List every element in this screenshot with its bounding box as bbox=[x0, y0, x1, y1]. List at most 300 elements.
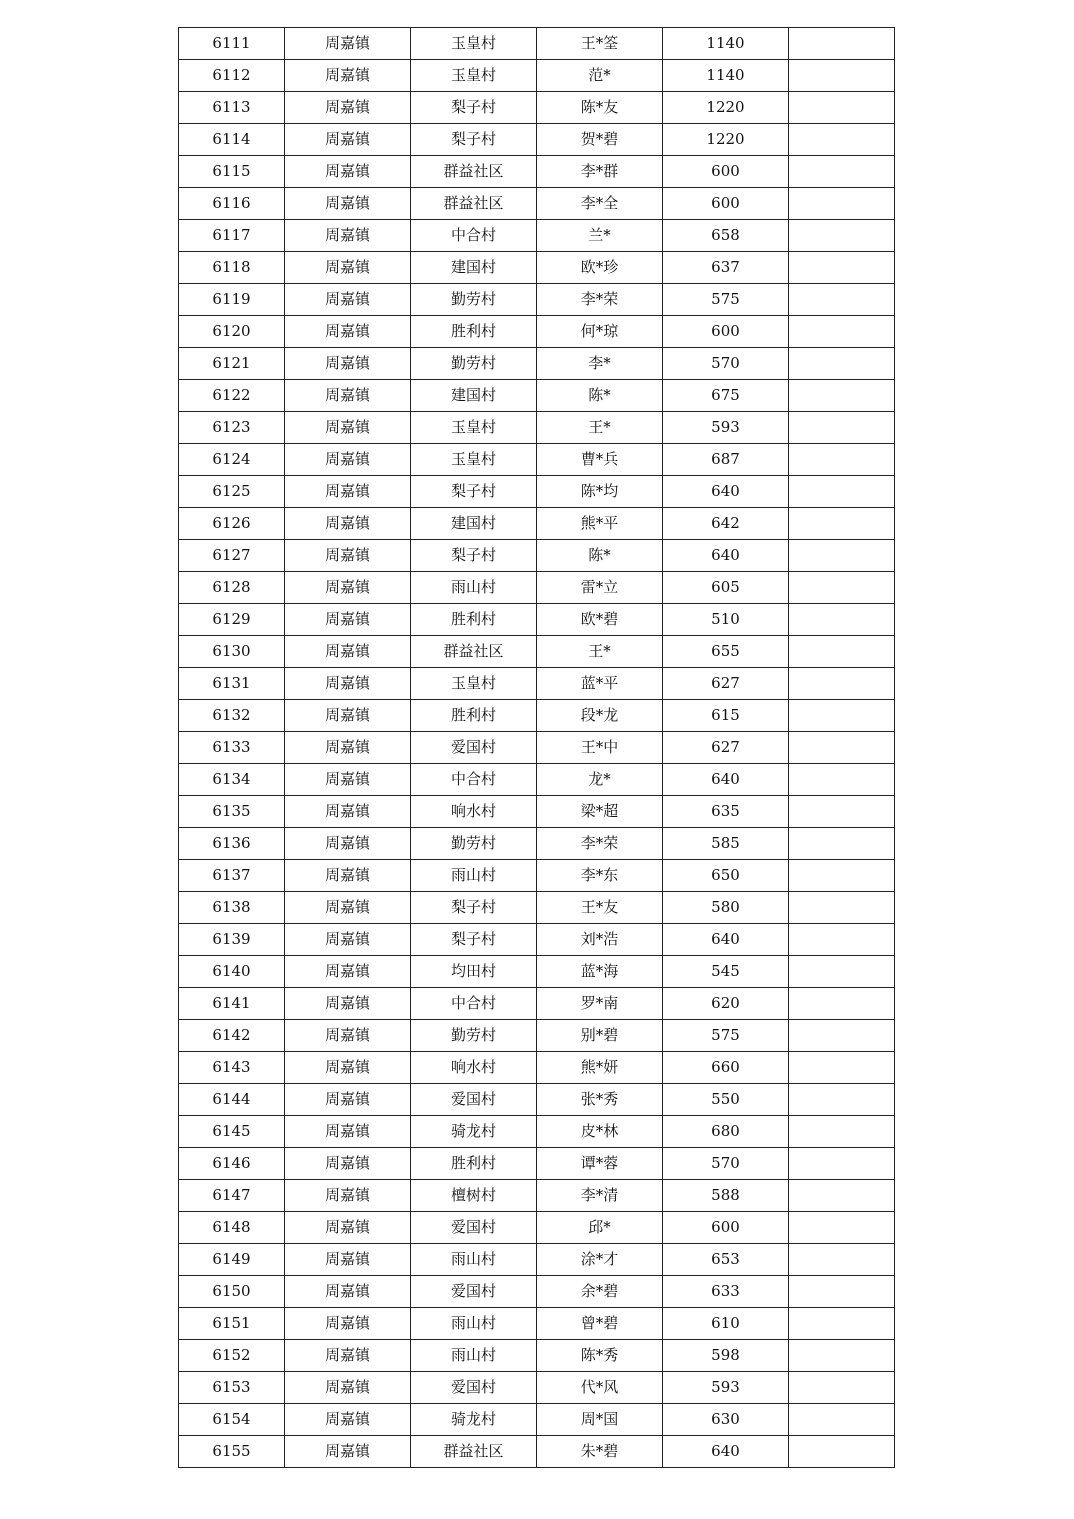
row-number-cell: 6145 bbox=[179, 1116, 285, 1148]
note-cell bbox=[789, 1116, 895, 1148]
note-cell bbox=[789, 1148, 895, 1180]
table-row bbox=[179, 700, 895, 732]
note-cell bbox=[789, 412, 895, 444]
amount-cell: 593 bbox=[663, 1372, 789, 1404]
table-row bbox=[179, 1084, 895, 1116]
name-cell: 陈* bbox=[537, 540, 663, 572]
row-number-cell: 6142 bbox=[179, 1020, 285, 1052]
row-number-cell: 6117 bbox=[179, 220, 285, 252]
town-cell: 周嘉镇 bbox=[285, 188, 411, 220]
amount-cell: 600 bbox=[663, 1212, 789, 1244]
amount-cell: 585 bbox=[663, 828, 789, 860]
table-row bbox=[179, 956, 895, 988]
town-cell: 周嘉镇 bbox=[285, 540, 411, 572]
row-number-cell: 6132 bbox=[179, 700, 285, 732]
name-cell: 李*荣 bbox=[537, 284, 663, 316]
village-cell: 响水村 bbox=[411, 796, 537, 828]
row-number-cell: 6119 bbox=[179, 284, 285, 316]
row-number-cell: 6116 bbox=[179, 188, 285, 220]
town-cell: 周嘉镇 bbox=[285, 476, 411, 508]
amount-cell: 642 bbox=[663, 508, 789, 540]
name-cell: 周*国 bbox=[537, 1404, 663, 1436]
village-cell: 爱国村 bbox=[411, 732, 537, 764]
note-cell bbox=[789, 1404, 895, 1436]
note-cell bbox=[789, 540, 895, 572]
row-number-cell: 6149 bbox=[179, 1244, 285, 1276]
village-cell: 胜利村 bbox=[411, 604, 537, 636]
name-cell: 贺*碧 bbox=[537, 124, 663, 156]
amount-cell: 1220 bbox=[663, 92, 789, 124]
row-number-cell: 6128 bbox=[179, 572, 285, 604]
row-number-cell: 6144 bbox=[179, 1084, 285, 1116]
village-cell: 玉皇村 bbox=[411, 444, 537, 476]
town-cell: 周嘉镇 bbox=[285, 604, 411, 636]
note-cell bbox=[789, 220, 895, 252]
amount-cell: 605 bbox=[663, 572, 789, 604]
name-cell: 李*东 bbox=[537, 860, 663, 892]
note-cell bbox=[789, 476, 895, 508]
name-cell: 王*筌 bbox=[537, 28, 663, 60]
amount-cell: 658 bbox=[663, 220, 789, 252]
name-cell: 何*琼 bbox=[537, 316, 663, 348]
village-cell: 檀树村 bbox=[411, 1180, 537, 1212]
village-cell: 玉皇村 bbox=[411, 412, 537, 444]
name-cell: 李*全 bbox=[537, 188, 663, 220]
note-cell bbox=[789, 604, 895, 636]
name-cell: 王* bbox=[537, 636, 663, 668]
town-cell: 周嘉镇 bbox=[285, 1436, 411, 1468]
note-cell bbox=[789, 444, 895, 476]
town-cell: 周嘉镇 bbox=[285, 220, 411, 252]
note-cell bbox=[789, 1084, 895, 1116]
amount-cell: 687 bbox=[663, 444, 789, 476]
town-cell: 周嘉镇 bbox=[285, 1340, 411, 1372]
note-cell bbox=[789, 988, 895, 1020]
town-cell: 周嘉镇 bbox=[285, 924, 411, 956]
note-cell bbox=[789, 380, 895, 412]
name-cell: 涂*才 bbox=[537, 1244, 663, 1276]
amount-cell: 615 bbox=[663, 700, 789, 732]
village-cell: 梨子村 bbox=[411, 476, 537, 508]
row-number-cell: 6151 bbox=[179, 1308, 285, 1340]
table-row bbox=[179, 252, 895, 284]
amount-cell: 610 bbox=[663, 1308, 789, 1340]
village-cell: 雨山村 bbox=[411, 860, 537, 892]
village-cell: 雨山村 bbox=[411, 1308, 537, 1340]
name-cell: 罗*南 bbox=[537, 988, 663, 1020]
village-cell: 梨子村 bbox=[411, 540, 537, 572]
note-cell bbox=[789, 1212, 895, 1244]
table-row bbox=[179, 1020, 895, 1052]
table-row bbox=[179, 1148, 895, 1180]
row-number-cell: 6124 bbox=[179, 444, 285, 476]
town-cell: 周嘉镇 bbox=[285, 380, 411, 412]
row-number-cell: 6123 bbox=[179, 412, 285, 444]
town-cell: 周嘉镇 bbox=[285, 1308, 411, 1340]
note-cell bbox=[789, 92, 895, 124]
roster-table bbox=[178, 27, 895, 1468]
town-cell: 周嘉镇 bbox=[285, 348, 411, 380]
note-cell bbox=[789, 508, 895, 540]
village-cell: 中合村 bbox=[411, 220, 537, 252]
table-row bbox=[179, 1180, 895, 1212]
town-cell: 周嘉镇 bbox=[285, 92, 411, 124]
table-row bbox=[179, 1372, 895, 1404]
name-cell: 梁*超 bbox=[537, 796, 663, 828]
village-cell: 中合村 bbox=[411, 764, 537, 796]
table-row bbox=[179, 1052, 895, 1084]
row-number-cell: 6129 bbox=[179, 604, 285, 636]
note-cell bbox=[789, 572, 895, 604]
name-cell: 李*清 bbox=[537, 1180, 663, 1212]
name-cell: 段*龙 bbox=[537, 700, 663, 732]
note-cell bbox=[789, 796, 895, 828]
table-row bbox=[179, 508, 895, 540]
name-cell: 李* bbox=[537, 348, 663, 380]
table-row bbox=[179, 188, 895, 220]
village-cell: 梨子村 bbox=[411, 124, 537, 156]
amount-cell: 640 bbox=[663, 1436, 789, 1468]
note-cell bbox=[789, 1180, 895, 1212]
table-row bbox=[179, 924, 895, 956]
name-cell: 曾*碧 bbox=[537, 1308, 663, 1340]
village-cell: 群益社区 bbox=[411, 636, 537, 668]
amount-cell: 550 bbox=[663, 1084, 789, 1116]
note-cell bbox=[789, 1244, 895, 1276]
table-row bbox=[179, 1308, 895, 1340]
village-cell: 胜利村 bbox=[411, 700, 537, 732]
name-cell: 皮*林 bbox=[537, 1116, 663, 1148]
table-row bbox=[179, 572, 895, 604]
amount-cell: 600 bbox=[663, 188, 789, 220]
amount-cell: 630 bbox=[663, 1404, 789, 1436]
village-cell: 建国村 bbox=[411, 380, 537, 412]
table-row bbox=[179, 828, 895, 860]
note-cell bbox=[789, 252, 895, 284]
town-cell: 周嘉镇 bbox=[285, 1244, 411, 1276]
village-cell: 勤劳村 bbox=[411, 1020, 537, 1052]
name-cell: 蓝*海 bbox=[537, 956, 663, 988]
village-cell: 梨子村 bbox=[411, 892, 537, 924]
table-row bbox=[179, 220, 895, 252]
table-row bbox=[179, 124, 895, 156]
village-cell: 胜利村 bbox=[411, 1148, 537, 1180]
amount-cell: 600 bbox=[663, 156, 789, 188]
row-number-cell: 6153 bbox=[179, 1372, 285, 1404]
village-cell: 响水村 bbox=[411, 1052, 537, 1084]
town-cell: 周嘉镇 bbox=[285, 572, 411, 604]
row-number-cell: 6141 bbox=[179, 988, 285, 1020]
note-cell bbox=[789, 1020, 895, 1052]
row-number-cell: 6136 bbox=[179, 828, 285, 860]
amount-cell: 680 bbox=[663, 1116, 789, 1148]
table-row bbox=[179, 604, 895, 636]
row-number-cell: 6125 bbox=[179, 476, 285, 508]
town-cell: 周嘉镇 bbox=[285, 1372, 411, 1404]
note-cell bbox=[789, 892, 895, 924]
row-number-cell: 6147 bbox=[179, 1180, 285, 1212]
table-row bbox=[179, 1404, 895, 1436]
note-cell bbox=[789, 732, 895, 764]
village-cell: 梨子村 bbox=[411, 924, 537, 956]
note-cell bbox=[789, 860, 895, 892]
town-cell: 周嘉镇 bbox=[285, 668, 411, 700]
town-cell: 周嘉镇 bbox=[285, 508, 411, 540]
note-cell bbox=[789, 188, 895, 220]
name-cell: 邱* bbox=[537, 1212, 663, 1244]
note-cell bbox=[789, 348, 895, 380]
row-number-cell: 6138 bbox=[179, 892, 285, 924]
row-number-cell: 6155 bbox=[179, 1436, 285, 1468]
note-cell bbox=[789, 1340, 895, 1372]
amount-cell: 1140 bbox=[663, 60, 789, 92]
amount-cell: 675 bbox=[663, 380, 789, 412]
name-cell: 陈* bbox=[537, 380, 663, 412]
row-number-cell: 6154 bbox=[179, 1404, 285, 1436]
document-page bbox=[178, 27, 894, 1468]
row-number-cell: 6115 bbox=[179, 156, 285, 188]
note-cell bbox=[789, 636, 895, 668]
table-row bbox=[179, 1116, 895, 1148]
note-cell bbox=[789, 1052, 895, 1084]
town-cell: 周嘉镇 bbox=[285, 732, 411, 764]
amount-cell: 545 bbox=[663, 956, 789, 988]
name-cell: 范* bbox=[537, 60, 663, 92]
note-cell bbox=[789, 1308, 895, 1340]
amount-cell: 510 bbox=[663, 604, 789, 636]
town-cell: 周嘉镇 bbox=[285, 28, 411, 60]
row-number-cell: 6137 bbox=[179, 860, 285, 892]
table-row bbox=[179, 988, 895, 1020]
row-number-cell: 6146 bbox=[179, 1148, 285, 1180]
table-row bbox=[179, 540, 895, 572]
name-cell: 李*荣 bbox=[537, 828, 663, 860]
roster-table-body bbox=[179, 28, 895, 1468]
town-cell: 周嘉镇 bbox=[285, 828, 411, 860]
village-cell: 玉皇村 bbox=[411, 28, 537, 60]
table-row bbox=[179, 284, 895, 316]
name-cell: 陈*均 bbox=[537, 476, 663, 508]
row-number-cell: 6126 bbox=[179, 508, 285, 540]
village-cell: 玉皇村 bbox=[411, 668, 537, 700]
town-cell: 周嘉镇 bbox=[285, 796, 411, 828]
row-number-cell: 6134 bbox=[179, 764, 285, 796]
town-cell: 周嘉镇 bbox=[285, 252, 411, 284]
amount-cell: 627 bbox=[663, 668, 789, 700]
table-row bbox=[179, 668, 895, 700]
amount-cell: 570 bbox=[663, 348, 789, 380]
row-number-cell: 6114 bbox=[179, 124, 285, 156]
amount-cell: 620 bbox=[663, 988, 789, 1020]
row-number-cell: 6120 bbox=[179, 316, 285, 348]
name-cell: 王*中 bbox=[537, 732, 663, 764]
town-cell: 周嘉镇 bbox=[285, 60, 411, 92]
note-cell bbox=[789, 764, 895, 796]
note-cell bbox=[789, 1372, 895, 1404]
town-cell: 周嘉镇 bbox=[285, 956, 411, 988]
row-number-cell: 6122 bbox=[179, 380, 285, 412]
table-row bbox=[179, 860, 895, 892]
row-number-cell: 6140 bbox=[179, 956, 285, 988]
village-cell: 建国村 bbox=[411, 508, 537, 540]
amount-cell: 1140 bbox=[663, 28, 789, 60]
table-row bbox=[179, 1436, 895, 1468]
town-cell: 周嘉镇 bbox=[285, 1116, 411, 1148]
table-row bbox=[179, 1244, 895, 1276]
village-cell: 勤劳村 bbox=[411, 828, 537, 860]
village-cell: 建国村 bbox=[411, 252, 537, 284]
village-cell: 勤劳村 bbox=[411, 284, 537, 316]
name-cell: 雷*立 bbox=[537, 572, 663, 604]
note-cell bbox=[789, 284, 895, 316]
amount-cell: 655 bbox=[663, 636, 789, 668]
amount-cell: 640 bbox=[663, 924, 789, 956]
town-cell: 周嘉镇 bbox=[285, 124, 411, 156]
amount-cell: 627 bbox=[663, 732, 789, 764]
table-row bbox=[179, 60, 895, 92]
amount-cell: 593 bbox=[663, 412, 789, 444]
amount-cell: 640 bbox=[663, 764, 789, 796]
table-row bbox=[179, 636, 895, 668]
row-number-cell: 6150 bbox=[179, 1276, 285, 1308]
amount-cell: 650 bbox=[663, 860, 789, 892]
name-cell: 曹*兵 bbox=[537, 444, 663, 476]
name-cell: 别*碧 bbox=[537, 1020, 663, 1052]
amount-cell: 600 bbox=[663, 316, 789, 348]
name-cell: 龙* bbox=[537, 764, 663, 796]
amount-cell: 570 bbox=[663, 1148, 789, 1180]
village-cell: 雨山村 bbox=[411, 572, 537, 604]
table-row bbox=[179, 92, 895, 124]
note-cell bbox=[789, 828, 895, 860]
note-cell bbox=[789, 316, 895, 348]
name-cell: 代*风 bbox=[537, 1372, 663, 1404]
note-cell bbox=[789, 668, 895, 700]
village-cell: 玉皇村 bbox=[411, 60, 537, 92]
town-cell: 周嘉镇 bbox=[285, 156, 411, 188]
name-cell: 刘*浩 bbox=[537, 924, 663, 956]
village-cell: 群益社区 bbox=[411, 156, 537, 188]
village-cell: 胜利村 bbox=[411, 316, 537, 348]
table-row bbox=[179, 28, 895, 60]
name-cell: 熊*妍 bbox=[537, 1052, 663, 1084]
row-number-cell: 6133 bbox=[179, 732, 285, 764]
amount-cell: 635 bbox=[663, 796, 789, 828]
village-cell: 骑龙村 bbox=[411, 1404, 537, 1436]
note-cell bbox=[789, 924, 895, 956]
name-cell: 张*秀 bbox=[537, 1084, 663, 1116]
name-cell: 余*碧 bbox=[537, 1276, 663, 1308]
row-number-cell: 6135 bbox=[179, 796, 285, 828]
note-cell bbox=[789, 1436, 895, 1468]
amount-cell: 588 bbox=[663, 1180, 789, 1212]
town-cell: 周嘉镇 bbox=[285, 764, 411, 796]
town-cell: 周嘉镇 bbox=[285, 1404, 411, 1436]
table-row bbox=[179, 444, 895, 476]
table-row bbox=[179, 412, 895, 444]
amount-cell: 660 bbox=[663, 1052, 789, 1084]
note-cell bbox=[789, 28, 895, 60]
note-cell bbox=[789, 156, 895, 188]
name-cell: 熊*平 bbox=[537, 508, 663, 540]
note-cell bbox=[789, 700, 895, 732]
town-cell: 周嘉镇 bbox=[285, 1052, 411, 1084]
row-number-cell: 6111 bbox=[179, 28, 285, 60]
amount-cell: 1220 bbox=[663, 124, 789, 156]
table-row bbox=[179, 1276, 895, 1308]
row-number-cell: 6143 bbox=[179, 1052, 285, 1084]
row-number-cell: 6131 bbox=[179, 668, 285, 700]
row-number-cell: 6152 bbox=[179, 1340, 285, 1372]
name-cell: 蓝*平 bbox=[537, 668, 663, 700]
village-cell: 雨山村 bbox=[411, 1340, 537, 1372]
amount-cell: 575 bbox=[663, 1020, 789, 1052]
row-number-cell: 6139 bbox=[179, 924, 285, 956]
amount-cell: 575 bbox=[663, 284, 789, 316]
name-cell: 王* bbox=[537, 412, 663, 444]
amount-cell: 633 bbox=[663, 1276, 789, 1308]
row-number-cell: 6121 bbox=[179, 348, 285, 380]
village-cell: 均田村 bbox=[411, 956, 537, 988]
table-row bbox=[179, 156, 895, 188]
village-cell: 爱国村 bbox=[411, 1084, 537, 1116]
village-cell: 群益社区 bbox=[411, 1436, 537, 1468]
name-cell: 王*友 bbox=[537, 892, 663, 924]
table-row bbox=[179, 1340, 895, 1372]
village-cell: 爱国村 bbox=[411, 1212, 537, 1244]
town-cell: 周嘉镇 bbox=[285, 1276, 411, 1308]
table-row bbox=[179, 892, 895, 924]
town-cell: 周嘉镇 bbox=[285, 988, 411, 1020]
town-cell: 周嘉镇 bbox=[285, 636, 411, 668]
name-cell: 欧*碧 bbox=[537, 604, 663, 636]
town-cell: 周嘉镇 bbox=[285, 284, 411, 316]
table-row bbox=[179, 764, 895, 796]
row-number-cell: 6130 bbox=[179, 636, 285, 668]
amount-cell: 598 bbox=[663, 1340, 789, 1372]
town-cell: 周嘉镇 bbox=[285, 700, 411, 732]
amount-cell: 653 bbox=[663, 1244, 789, 1276]
amount-cell: 640 bbox=[663, 540, 789, 572]
village-cell: 雨山村 bbox=[411, 1244, 537, 1276]
table-row bbox=[179, 1212, 895, 1244]
town-cell: 周嘉镇 bbox=[285, 892, 411, 924]
amount-cell: 640 bbox=[663, 476, 789, 508]
town-cell: 周嘉镇 bbox=[285, 412, 411, 444]
amount-cell: 580 bbox=[663, 892, 789, 924]
table-row bbox=[179, 316, 895, 348]
town-cell: 周嘉镇 bbox=[285, 1084, 411, 1116]
name-cell: 朱*碧 bbox=[537, 1436, 663, 1468]
amount-cell: 637 bbox=[663, 252, 789, 284]
row-number-cell: 6112 bbox=[179, 60, 285, 92]
village-cell: 中合村 bbox=[411, 988, 537, 1020]
note-cell bbox=[789, 60, 895, 92]
note-cell bbox=[789, 1276, 895, 1308]
row-number-cell: 6148 bbox=[179, 1212, 285, 1244]
table-row bbox=[179, 348, 895, 380]
table-row bbox=[179, 476, 895, 508]
town-cell: 周嘉镇 bbox=[285, 1148, 411, 1180]
village-cell: 骑龙村 bbox=[411, 1116, 537, 1148]
town-cell: 周嘉镇 bbox=[285, 1212, 411, 1244]
town-cell: 周嘉镇 bbox=[285, 316, 411, 348]
note-cell bbox=[789, 124, 895, 156]
table-row bbox=[179, 380, 895, 412]
row-number-cell: 6113 bbox=[179, 92, 285, 124]
name-cell: 谭*蓉 bbox=[537, 1148, 663, 1180]
town-cell: 周嘉镇 bbox=[285, 1180, 411, 1212]
